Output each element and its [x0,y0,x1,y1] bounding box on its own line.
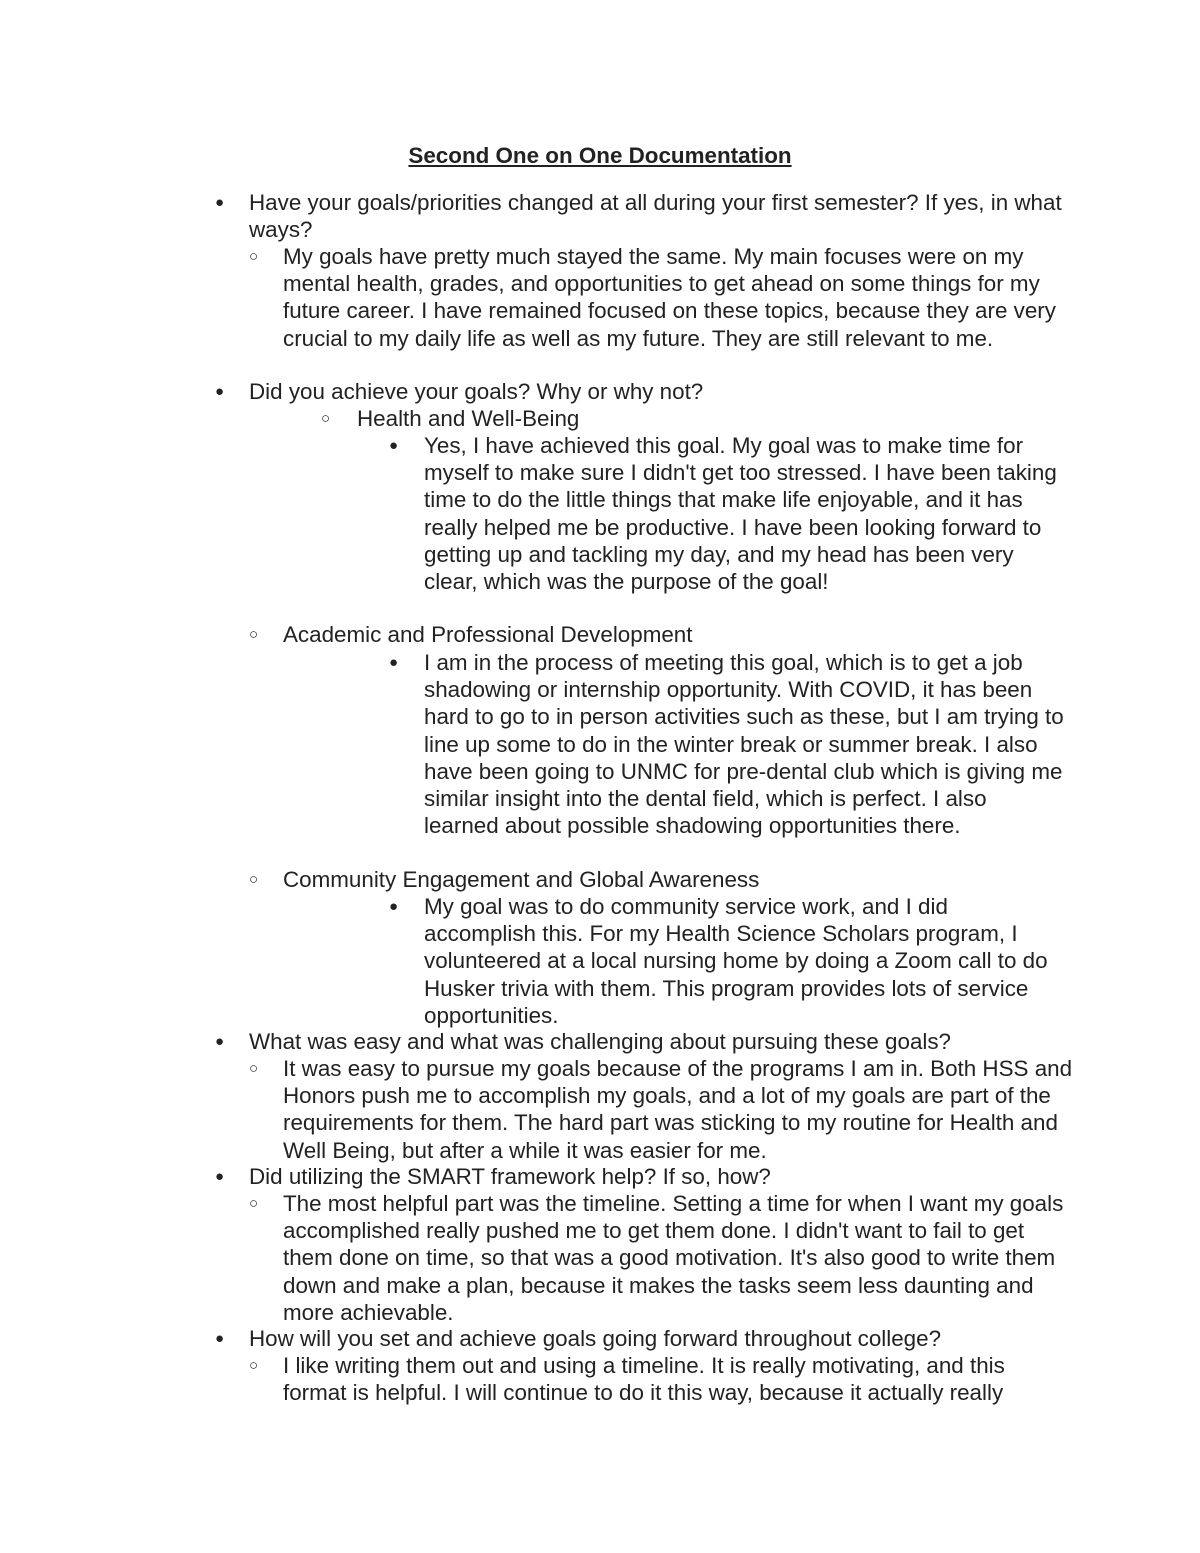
bullet-marker: ● [215,194,225,211]
subheading-health: Health and Well-Being [357,406,580,431]
answer-easy-challenging: It was easy to pursue my goals because of the programs I am in. Both HSS and Honors push me to accomplish my goals, and a lot of my goals are part of the requirements for them. The hard part was sticking to my routine for Health and Well Being, but after a while it was easier for me. [283,1056,1073,1163]
bullet-marker: ● [389,437,399,454]
bullet-marker: ● [215,1330,225,1347]
sub-bullet-marker: ○ [249,871,259,888]
answer-health: Yes, I have achieved this goal. My goal was to make time for myself to make sure I didn't get too stressed. I have been taking time to do the little things that make life enjoyable, and it has really helped me be productive. I have been looking forward to getting up and tackling my day, and my head has been very clear, which was the purpose of the goal! [424,433,1057,595]
sub-bullet-marker: ○ [249,1195,259,1212]
sub-bullet-marker: ○ [249,1060,259,1077]
subheading-academic: Academic and Professional Development [283,622,693,647]
sub-bullet-marker: ○ [249,1357,259,1374]
bullet-marker: ● [215,383,225,400]
answer-smart-framework: The most helpful part was the timeline. Setting a time for when I want my goals accomplished really pushed me to get them done. I didn't want to fail to get them done on time, so that was a good motivation. It's also good to write them down and make a plan, because it makes the tasks seem less daunting and more achievable. [283,1191,1064,1325]
answer-goals-changed: My goals have pretty much stayed the same. My main focuses were on my mental health, grades, and opportunities to get ahead on some things for my future career. I have remained focused on these topics, because they are very crucial to my daily life as well as my future. They are still relevant to me. [283,244,1056,351]
question-smart-framework: Did utilizing the SMART framework help? If so, how? [249,1164,771,1189]
sub-bullet-marker: ○ [249,248,259,265]
sub-bullet-marker: ○ [249,626,259,643]
document-title: Second One on One Documentation [408,143,792,168]
question-goals-changed: Have your goals/priorities changed at all during your first semester? If yes, in what ways? [249,190,1062,243]
answer-academic: I am in the process of meeting this goal, which is to get a job shadowing or internship opportunity. With COVID, it has been hard to go to in person activities such as these, but I am trying to line up some to do in the winter break or summer break. I also have been going to UNMC for pre-dental club which is giving me similar insight into the dental field, which is perfect. I also learned about possible shadowing opportunities there. [424,650,1064,839]
question-achieve-goals: Did you achieve your goals? Why or why not? [249,379,704,404]
question-going-forward: How will you set and achieve goals going forward throughout college? [249,1326,942,1351]
bullet-marker: ● [389,654,399,671]
bullet-marker: ● [215,1033,225,1050]
sub-bullet-marker: ○ [321,410,331,427]
bullet-marker: ● [215,1168,225,1185]
question-easy-challenging: What was easy and what was challenging about pursuing these goals? [249,1029,952,1054]
answer-community: My goal was to do community service work, and I did accomplish this. For my Health Science Scholars program, I volunteered at a local nursing home by doing a Zoom call to do Husker trivia with them. This program provides lots of service opportunities. [424,894,1048,1028]
bullet-marker: ● [389,898,399,915]
subheading-community: Community Engagement and Global Awareness [283,867,760,892]
answer-going-forward: I like writing them out and using a timeline. It is really motivating, and this format is helpful. I will continue to do it this way, because it actually really [283,1353,1005,1406]
